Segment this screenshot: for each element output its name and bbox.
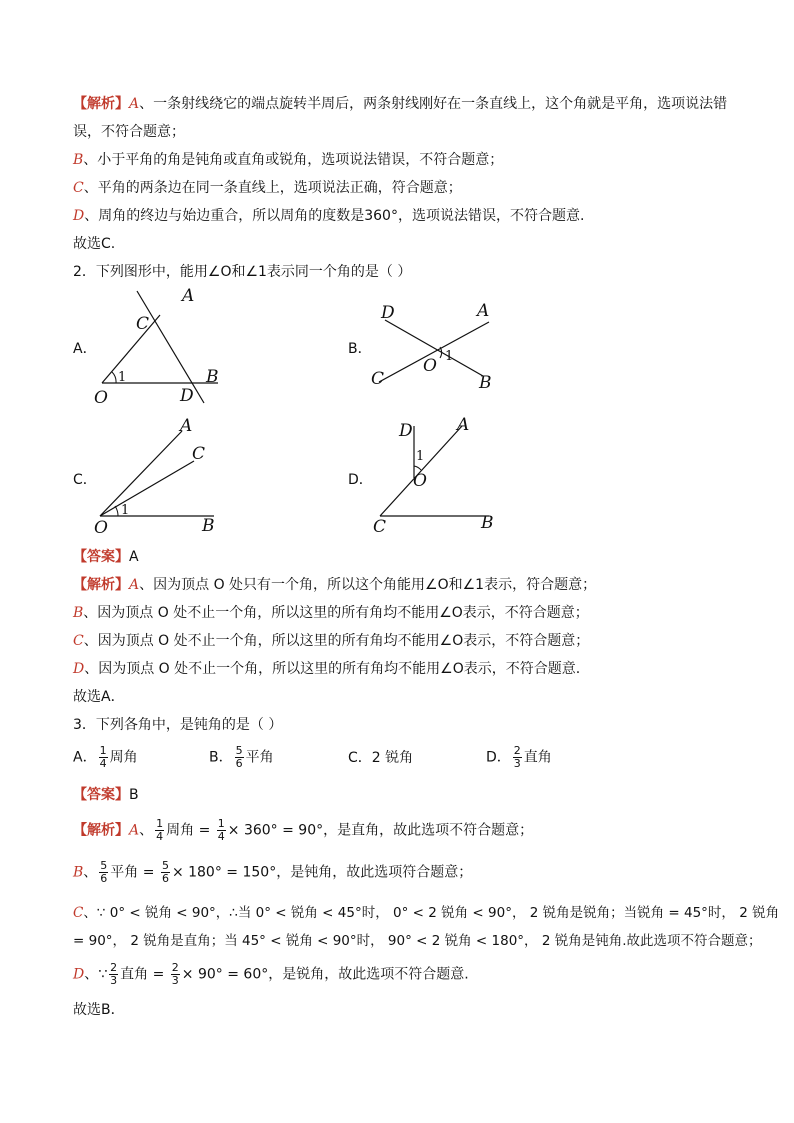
q2-analysis-line-4: D、因为顶点 O 处不止一个角，所以这里的所有角均不能用∠O表示，不符合题意. (73, 661, 581, 677)
q2-figure-d (365, 410, 505, 544)
q3-analysis-line-c2: = 90°， 2 锐角是直角；当 45° < 锐角 < 90°时， 90° < 2 锐角 < 180°， 2 锐角是钝角.故此选项不符合题意； (73, 933, 762, 949)
q1-analysis-line-3: B、小于平角的角是钝角或直角或锐角，选项说法错误，不符合题意； (73, 152, 504, 168)
q3-option-d: D． $\frac{2}{3}$ 直角 (486, 744, 552, 770)
label-1: 1 (416, 449, 425, 464)
q2-figure-c (90, 415, 230, 544)
label-o: O (413, 471, 427, 491)
q3-option-c: C．2 锐角 (348, 750, 414, 766)
q2-option-a-label: A． (73, 341, 97, 357)
label-o: O (423, 356, 437, 376)
q3-analysis-line-a: 【解析】A、 $\frac{1}{4}$ 周角 = $\frac{1}{4}$ × 360° = 90°，是直角，故此选项不符合题意； (73, 817, 534, 843)
q1-analysis-line-5: D、周角的终边与始边重合，所以周角的度数是360°，选项说法错误，不符合题意. (73, 208, 585, 224)
label-b: B (479, 373, 492, 393)
label-1: 1 (445, 349, 454, 364)
fraction: $\frac{1}{4}$ (99, 744, 107, 770)
q2-figure-a (90, 285, 230, 414)
label-b: B (206, 367, 219, 387)
fraction: $\frac{2}{3}$ (513, 744, 521, 770)
label-c: C (192, 444, 206, 464)
fraction: $\frac{2}{3}$ (110, 961, 118, 987)
q3-option-a: A． $\frac{1}{4}$ 周角 (73, 744, 138, 770)
fraction: $\frac{2}{3}$ (171, 961, 179, 987)
label-1: 1 (121, 503, 130, 518)
q3-stem: 3．下列各角中，是钝角的是（ ） (73, 717, 283, 733)
label-b: B (202, 516, 215, 536)
q2-analysis-line-1: 【解析】A、因为顶点 O 处只有一个角，所以这个角能用∠O和∠1表示，符合题意； (73, 577, 597, 593)
q2-analysis-line-2: B、因为顶点 O 处不止一个角，所以这里的所有角均不能用∠O表示，不符合题意； (73, 605, 589, 621)
label-d: D (180, 386, 194, 406)
q3-analysis-line-c1: C、∵ 0° < 锐角 < 90°，∴当 0° < 锐角 < 45°时， 0° < 2 锐角 < 90°， 2 锐角是锐角；当锐角 = 45°时， 2 锐角 (73, 905, 780, 921)
fraction: $\frac{5}{6}$ (161, 859, 169, 885)
q2-stem: 2．下列图形中，能用∠O和∠1表示同一个角的是（ ） (73, 264, 412, 280)
label-c: C (373, 517, 387, 537)
q1-analysis-line-2: 误，不符合题意； (73, 124, 185, 140)
q2-figure-b (365, 296, 505, 400)
fraction: $\frac{1}{4}$ (217, 817, 225, 843)
q1-analysis-line-4: C、平角的两条边在同一条直线上，选项说法正确，符合题意； (73, 180, 462, 196)
q2-option-d-label: D． (348, 472, 373, 488)
label-a: A (182, 286, 195, 306)
label-1: 1 (118, 370, 127, 385)
label-d: D (399, 421, 413, 441)
label-c: C (371, 369, 385, 389)
analysis-tag: 【解析】 (73, 96, 129, 112)
q1-conclusion: 故选C. (73, 236, 116, 252)
label-a: A (457, 415, 470, 435)
q3-conclusion: 故选B． (73, 1002, 125, 1018)
fraction: $\frac{5}{6}$ (100, 859, 108, 885)
label-o: O (94, 518, 108, 538)
label-d: D (381, 303, 395, 323)
q2-option-b-label: B． (348, 341, 372, 357)
q1-analysis-line-1: 【解析】A、一条射线绕它的端点旋转半周后，两条射线刚好在一条直线上，这个角就是平角，选项说法错 (73, 96, 728, 112)
label-b: B (481, 513, 494, 533)
q2-analysis-line-3: C、因为顶点 O 处不止一个角，所以这里的所有角均不能用∠O表示，不符合题意； (73, 633, 590, 649)
label-c: C (136, 314, 150, 334)
q3-analysis-line-b: B、 $\frac{5}{6}$ 平角 = $\frac{5}{6}$ × 180° = 150°，是钝角，故此选项符合题意； (73, 859, 473, 885)
fraction: $\frac{1}{4}$ (156, 817, 164, 843)
label-a: A (477, 301, 490, 321)
label-a: A (180, 416, 193, 436)
label-o: O (94, 388, 108, 408)
q2-answer: 【答案】A (73, 549, 139, 565)
fraction: $\frac{5}{6}$ (235, 744, 243, 770)
q2-conclusion: 故选A． (73, 689, 125, 705)
q2-option-c-label: C． (73, 472, 97, 488)
q3-analysis-line-d: D、∵ $\frac{2}{3}$ 直角 = $\frac{2}{3}$ × 90° = 60°，是锐角，故此选项不符合题意. (73, 961, 469, 987)
q3-option-b: B． $\frac{5}{6}$ 平角 (209, 744, 274, 770)
q3-answer: 【答案】B (73, 787, 139, 803)
